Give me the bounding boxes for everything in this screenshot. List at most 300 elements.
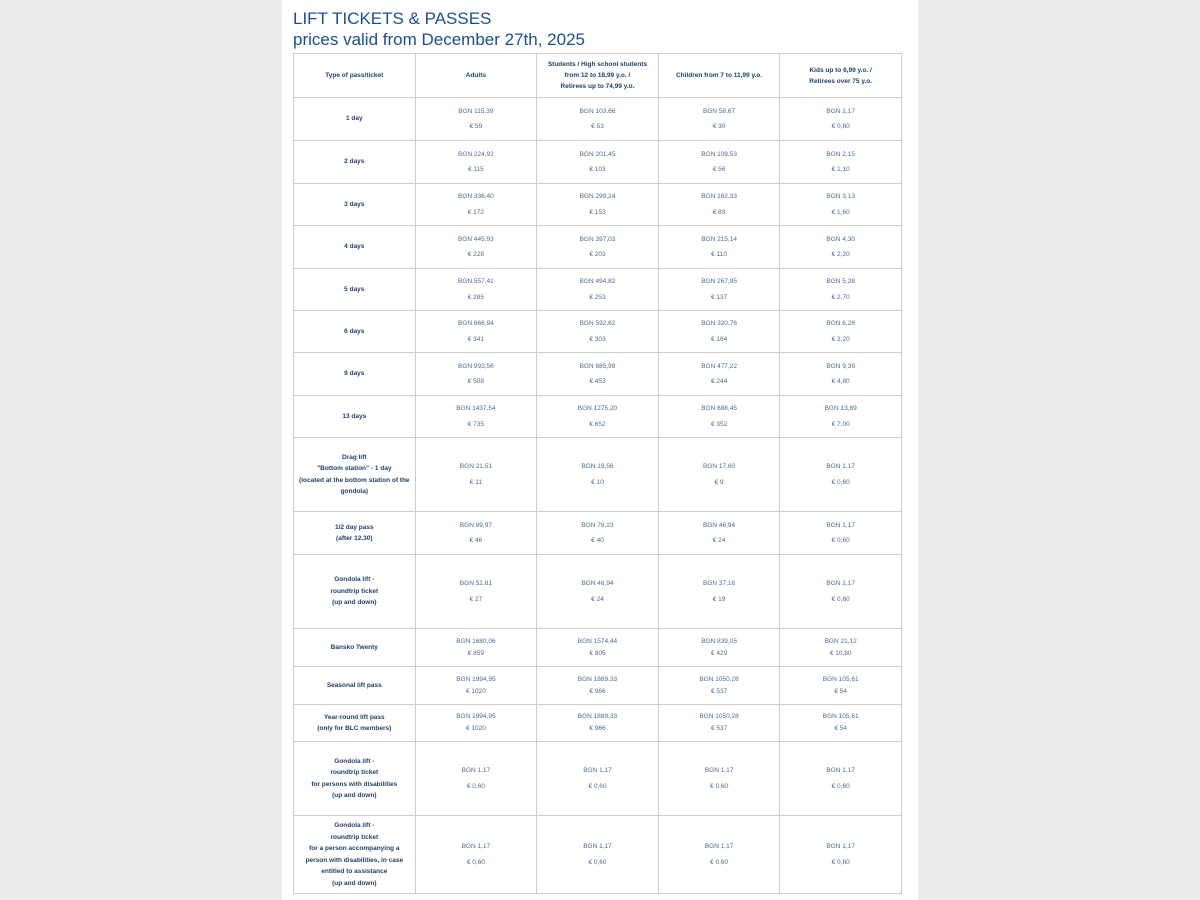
price-bgn: BGN 6,26 <box>826 320 855 327</box>
price-cell <box>658 269 780 311</box>
price-values <box>784 401 897 432</box>
price-bgn: BGN 477,22 <box>701 362 737 370</box>
price-eur: € 1,10 <box>831 166 850 173</box>
ticket-type-line: 1 day <box>345 115 363 123</box>
price-eur: € 3,20 <box>831 335 850 343</box>
ticket-type-cell <box>294 98 416 141</box>
column-header-line: Retirees up to 74,99 y.o. <box>560 83 635 90</box>
price-cell <box>415 269 537 311</box>
price-bgn: BGN 557,41 <box>458 278 494 285</box>
column-header <box>537 54 659 98</box>
price-eur: € 56 <box>712 166 726 173</box>
price-eur: € 203 <box>589 251 606 258</box>
price-values <box>420 636 533 660</box>
price-cell <box>537 667 659 705</box>
ticket-type-line: Drag lift <box>342 453 367 461</box>
price-values <box>784 104 897 135</box>
price-values <box>420 401 533 432</box>
ticket-type-line: gondola) <box>340 488 369 495</box>
price-eur: € 2,20 <box>831 251 850 258</box>
price-eur: € 10,80 <box>829 649 852 657</box>
price-table-header <box>294 54 902 98</box>
price-cell <box>658 512 780 555</box>
price-bgn: BGN 1994,95 <box>456 675 496 683</box>
price-cell <box>537 311 659 353</box>
price-bgn: BGN 9,39 <box>826 362 855 370</box>
price-cell <box>537 629 659 667</box>
price-cell <box>415 705 537 742</box>
price-cell <box>658 667 780 705</box>
price-bgn: BGN 1,17 <box>826 107 855 115</box>
price-values <box>420 316 533 347</box>
price-values <box>784 459 897 490</box>
price-cell <box>415 184 537 226</box>
price-bgn: BGN 1994,95 <box>456 713 496 720</box>
price-bgn: BGN 267,95 <box>701 278 737 285</box>
price-cell <box>415 226 537 269</box>
price-values <box>420 359 533 390</box>
price-values <box>541 104 654 135</box>
price-values <box>784 147 897 178</box>
price-eur: € 164 <box>710 335 728 343</box>
price-cell <box>415 98 537 141</box>
table-row <box>294 141 902 184</box>
price-bgn: BGN 592,62 <box>579 320 616 327</box>
ticket-type-line: for persons with disabilities <box>311 780 398 788</box>
ticket-type-cell <box>294 816 416 894</box>
price-values <box>663 147 776 178</box>
ticket-type-line: roundtrip ticket <box>330 587 379 595</box>
table-row <box>294 184 902 226</box>
price-bgn: BGN 17,60 <box>702 463 736 470</box>
price-eur: € 537 <box>710 725 728 732</box>
price-eur: € 30 <box>712 123 726 130</box>
column-header <box>780 54 902 98</box>
price-eur: € 110 <box>711 251 727 258</box>
price-eur: € 54 <box>834 725 847 732</box>
ticket-type-line: 9 days <box>344 370 365 378</box>
price-values <box>784 359 897 390</box>
price-values <box>420 189 533 220</box>
ticket-type-line: 1/2 day pass <box>334 523 374 531</box>
price-values <box>541 274 654 305</box>
price-bgn: BGN 1050,28 <box>699 713 739 720</box>
price-cell <box>780 438 902 512</box>
column-header <box>415 54 537 98</box>
price-bgn: BGN 1889,33 <box>577 713 618 720</box>
price-bgn: BGN 1050,28 <box>699 675 739 683</box>
price-cell <box>537 705 659 742</box>
price-eur: € 1020 <box>465 687 486 695</box>
table-row <box>294 705 902 742</box>
price-values <box>784 316 897 347</box>
price-eur: € 137 <box>710 293 728 301</box>
ticket-type-line: 2 days <box>344 158 365 166</box>
price-eur: € 9 <box>714 478 724 486</box>
table-row <box>294 98 902 141</box>
price-cell <box>780 555 902 629</box>
price-cell <box>658 396 780 438</box>
price-eur: € 228 <box>467 251 485 258</box>
ticket-type-cell <box>294 269 416 311</box>
price-table <box>293 53 902 894</box>
price-cell <box>537 269 659 311</box>
price-eur: € 46 <box>469 537 483 544</box>
price-bgn: BGN 1,17 <box>704 843 734 850</box>
ticket-type-line: 4 days <box>344 243 365 251</box>
price-eur: € 805 <box>589 649 606 657</box>
price-eur: € 1020 <box>465 725 486 732</box>
price-eur: € 24 <box>712 537 726 544</box>
header-row <box>294 54 902 98</box>
price-cell <box>780 629 902 667</box>
price-eur: € 53 <box>591 123 604 130</box>
price-cell <box>415 742 537 816</box>
ticket-type-line: 6 days <box>344 327 365 335</box>
price-cell <box>658 98 780 141</box>
price-bgn: BGN 1,17 <box>461 767 491 774</box>
ticket-type-cell <box>294 667 416 705</box>
price-bgn: BGN 13,69 <box>824 405 857 412</box>
price-values <box>784 232 897 263</box>
price-values <box>784 576 897 607</box>
price-cell <box>415 512 537 555</box>
ticket-type-line: "Bottom station" - 1 day <box>317 465 392 472</box>
price-bgn: BGN 993,56 <box>458 362 494 370</box>
price-eur: € 59 <box>469 123 483 130</box>
price-values <box>663 189 776 220</box>
price-cell <box>537 184 659 226</box>
table-row <box>294 512 902 555</box>
price-eur: € 285 <box>467 293 485 301</box>
price-bgn: BGN 1,17 <box>826 767 855 774</box>
price-bgn: BGN 21,12 <box>824 637 857 645</box>
price-bgn: BGN 21,51 <box>459 463 492 470</box>
price-cell <box>780 705 902 742</box>
price-values <box>663 232 776 263</box>
price-bgn: BGN 224,92 <box>458 150 494 158</box>
price-bgn: BGN 1,17 <box>583 767 612 774</box>
ticket-type-line: (located at the bottom station of the <box>299 476 410 484</box>
price-eur: € 1,60 <box>831 208 850 216</box>
price-cell <box>780 816 902 894</box>
price-values <box>663 518 776 549</box>
price-values <box>663 401 776 432</box>
price-eur: € 244 <box>710 378 728 385</box>
ticket-type-cell <box>294 184 416 226</box>
price-eur: € 537 <box>710 687 728 695</box>
price-bgn: BGN 688,45 <box>701 405 737 412</box>
price-values <box>784 189 897 220</box>
price-cell <box>658 226 780 269</box>
price-eur: € 10 <box>591 478 604 486</box>
price-bgn: BGN 1680,06 <box>456 637 496 645</box>
price-values <box>784 711 897 735</box>
ticket-type-line: person with disabilities, in case <box>305 856 404 864</box>
price-values <box>420 104 533 135</box>
price-values <box>420 274 533 305</box>
price-cell <box>537 438 659 512</box>
ticket-type-line: entitled to assistance <box>321 868 388 875</box>
price-cell <box>415 438 537 512</box>
price-eur: € 27 <box>469 595 483 603</box>
price-bgn: BGN 115,39 <box>458 107 494 115</box>
price-values <box>784 636 897 660</box>
price-eur: € 19 <box>712 595 726 603</box>
price-eur: € 0,60 <box>710 782 729 790</box>
price-eur: € 11 <box>469 478 482 486</box>
price-cell <box>780 667 902 705</box>
price-values <box>784 274 897 305</box>
price-cell <box>415 396 537 438</box>
price-cell <box>658 141 780 184</box>
price-cell <box>780 98 902 141</box>
title-subtitle: prices valid from December 27th, 2025 <box>293 30 585 49</box>
table-row <box>294 269 902 311</box>
price-bgn: BGN 1,17 <box>583 843 612 850</box>
price-values <box>541 576 654 607</box>
price-bgn: BGN 3,13 <box>826 193 855 200</box>
price-values <box>663 576 776 607</box>
price-cell <box>658 629 780 667</box>
price-bgn: BGN 1437,54 <box>456 405 496 412</box>
ticket-type-cell <box>294 141 416 184</box>
price-eur: € 115 <box>467 166 484 173</box>
ticket-type-line: (only for BLC members) <box>317 725 392 732</box>
ticket-type-line: Gondola lift - <box>334 576 375 584</box>
price-values <box>420 459 533 490</box>
price-bgn: BGN 109,53 <box>701 150 737 158</box>
price-bgn: BGN 5,28 <box>826 278 855 285</box>
ticket-type-line: (up and down) <box>332 792 377 799</box>
price-bgn: BGN 1,17 <box>826 521 855 529</box>
price-cell <box>537 98 659 141</box>
price-bgn: BGN 19,56 <box>581 463 614 470</box>
price-eur: € 0,60 <box>588 782 607 790</box>
column-header-line: Children from 7 to 11,99 y.o. <box>675 72 763 79</box>
price-bgn: BGN 46,94 <box>702 521 736 529</box>
price-values <box>784 839 897 870</box>
price-eur: € 429 <box>710 649 728 657</box>
column-header-line: Retirees over 75 y.o. <box>809 77 873 85</box>
price-cell <box>415 629 537 667</box>
price-bgn: BGN 103,66 <box>579 107 616 115</box>
column-header <box>658 54 780 98</box>
price-cell <box>658 184 780 226</box>
price-values <box>541 518 654 549</box>
price-cell <box>658 742 780 816</box>
price-bgn: BGN 299,24 <box>579 193 616 200</box>
price-eur: € 0,60 <box>831 782 850 790</box>
price-cell <box>537 555 659 629</box>
table-row <box>294 311 902 353</box>
price-values <box>541 459 654 490</box>
ticket-type-line: 13 days <box>342 412 367 420</box>
price-values <box>420 839 533 870</box>
price-bgn: BGN 666,94 <box>458 320 494 327</box>
price-cell <box>415 555 537 629</box>
table-row <box>294 667 902 705</box>
ticket-type-line: roundtrip ticket <box>330 769 379 776</box>
price-values <box>420 518 533 549</box>
price-values <box>541 189 654 220</box>
price-bgn: BGN 2,15 <box>826 150 855 158</box>
ticket-type-line: Gondola lift - <box>334 757 375 765</box>
table-row <box>294 226 902 269</box>
price-values <box>663 839 776 870</box>
price-values <box>541 232 654 263</box>
price-values <box>541 401 654 432</box>
price-eur: € 0,60 <box>831 537 850 544</box>
price-eur: € 172 <box>467 208 485 216</box>
price-eur: € 0,60 <box>466 782 485 790</box>
price-values <box>420 232 533 263</box>
page-title <box>293 8 585 50</box>
ticket-type-cell <box>294 512 416 555</box>
table-row <box>294 742 902 816</box>
table-row <box>294 816 902 894</box>
price-cell <box>780 311 902 353</box>
price-eur: € 2,70 <box>831 293 850 301</box>
price-cell <box>415 311 537 353</box>
price-eur: € 0,60 <box>831 858 850 866</box>
price-bgn: BGN 46,94 <box>581 580 614 587</box>
price-cell <box>780 226 902 269</box>
price-bgn: BGN 494,82 <box>579 278 616 285</box>
price-values <box>663 104 776 135</box>
table-row <box>294 396 902 438</box>
table-row <box>294 555 902 629</box>
title-heading: LIFT TICKETS & PASSES <box>293 9 492 28</box>
price-eur: € 0,60 <box>588 858 607 866</box>
price-eur: € 966 <box>589 687 606 695</box>
price-eur: € 0,60 <box>710 858 729 866</box>
price-bgn: BGN 201,45 <box>579 150 616 158</box>
price-eur: € 0,60 <box>831 478 850 486</box>
price-cell <box>415 816 537 894</box>
price-values <box>541 147 654 178</box>
price-eur: € 735 <box>467 420 485 428</box>
price-values <box>663 763 776 794</box>
ticket-type-line: roundtrip ticket <box>330 833 379 841</box>
price-values <box>784 674 897 698</box>
price-values <box>784 518 897 549</box>
price-bgn: BGN 162,33 <box>701 193 737 200</box>
ticket-type-line: (up and down) <box>332 599 377 607</box>
price-values <box>420 147 533 178</box>
price-bgn: BGN 58,67 <box>702 107 736 115</box>
ticket-type-line: (up and down) <box>332 879 377 887</box>
price-values <box>784 763 897 794</box>
ticket-type-cell <box>294 396 416 438</box>
price-values <box>541 316 654 347</box>
price-values <box>663 636 776 660</box>
price-bgn: BGN 52,81 <box>459 580 492 587</box>
ticket-type-cell <box>294 705 416 742</box>
price-values <box>663 359 776 390</box>
price-values <box>420 674 533 698</box>
price-cell <box>780 512 902 555</box>
price-bgn: BGN 397,03 <box>579 235 616 243</box>
price-cell <box>658 705 780 742</box>
price-eur: € 83 <box>712 208 726 216</box>
price-eur: € 352 <box>710 420 728 428</box>
ticket-type-cell <box>294 353 416 396</box>
table-row <box>294 629 902 667</box>
price-cell <box>780 184 902 226</box>
price-values <box>663 316 776 347</box>
price-bgn: BGN 105,61 <box>822 713 859 720</box>
price-bgn: BGN 1,17 <box>826 463 855 470</box>
price-values <box>541 359 654 390</box>
price-eur: € 966 <box>589 725 606 732</box>
ticket-type-line: Year-round lift pass <box>323 713 385 721</box>
column-header <box>294 54 416 98</box>
price-cell <box>415 353 537 396</box>
price-eur: € 453 <box>589 378 606 385</box>
column-header-line: Students / High school students <box>547 61 648 68</box>
price-eur: € 54 <box>834 687 847 695</box>
price-bgn: BGN 1,17 <box>461 843 491 850</box>
price-values <box>420 763 533 794</box>
ticket-type-line: Seasonal lift pass <box>326 681 382 689</box>
price-cell <box>537 512 659 555</box>
price-values <box>541 763 654 794</box>
price-eur: € 24 <box>591 595 604 603</box>
price-bgn: BGN 445,93 <box>458 235 494 243</box>
price-bgn: BGN 1889,33 <box>577 675 618 683</box>
price-cell <box>415 141 537 184</box>
price-eur: € 341 <box>467 335 485 343</box>
price-eur: € 7,00 <box>831 420 850 428</box>
ticket-type-cell <box>294 629 416 667</box>
price-bgn: BGN 1,17 <box>704 767 734 774</box>
price-cell <box>780 353 902 396</box>
price-cell <box>537 226 659 269</box>
price-cell <box>658 353 780 396</box>
price-bgn: BGN 1,17 <box>826 580 855 587</box>
column-header-line: from 12 to 18,99 y.o. / <box>564 72 631 79</box>
ticket-type-cell <box>294 742 416 816</box>
price-bgn: BGN 89,97 <box>459 521 492 529</box>
price-values <box>663 711 776 735</box>
price-bgn: BGN 839,05 <box>701 637 737 645</box>
price-bgn: BGN 885,99 <box>579 362 616 370</box>
price-cell <box>658 311 780 353</box>
ticket-type-line: for a person accompanying a <box>309 845 400 852</box>
price-cell <box>415 667 537 705</box>
price-eur: € 4,80 <box>831 378 850 385</box>
price-cell <box>780 396 902 438</box>
ticket-type-line: (after 12.30) <box>336 535 373 542</box>
price-eur: € 0,60 <box>831 595 850 603</box>
price-cell <box>537 353 659 396</box>
price-values <box>663 674 776 698</box>
price-eur: € 0,60 <box>831 123 850 130</box>
price-table-body <box>294 98 902 894</box>
price-bgn: BGN 336,40 <box>458 193 494 200</box>
price-values <box>541 636 654 660</box>
ticket-type-line: Gondola lift - <box>334 822 375 829</box>
price-bgn: BGN 320,76 <box>701 320 737 327</box>
price-bgn: BGN 105,61 <box>822 675 859 683</box>
price-eur: € 303 <box>589 335 606 343</box>
price-bgn: BGN 215,14 <box>701 235 737 243</box>
price-bgn: BGN 78,23 <box>581 521 614 529</box>
table-row <box>294 353 902 396</box>
price-values <box>663 274 776 305</box>
price-bgn: BGN 1574,44 <box>577 637 618 645</box>
